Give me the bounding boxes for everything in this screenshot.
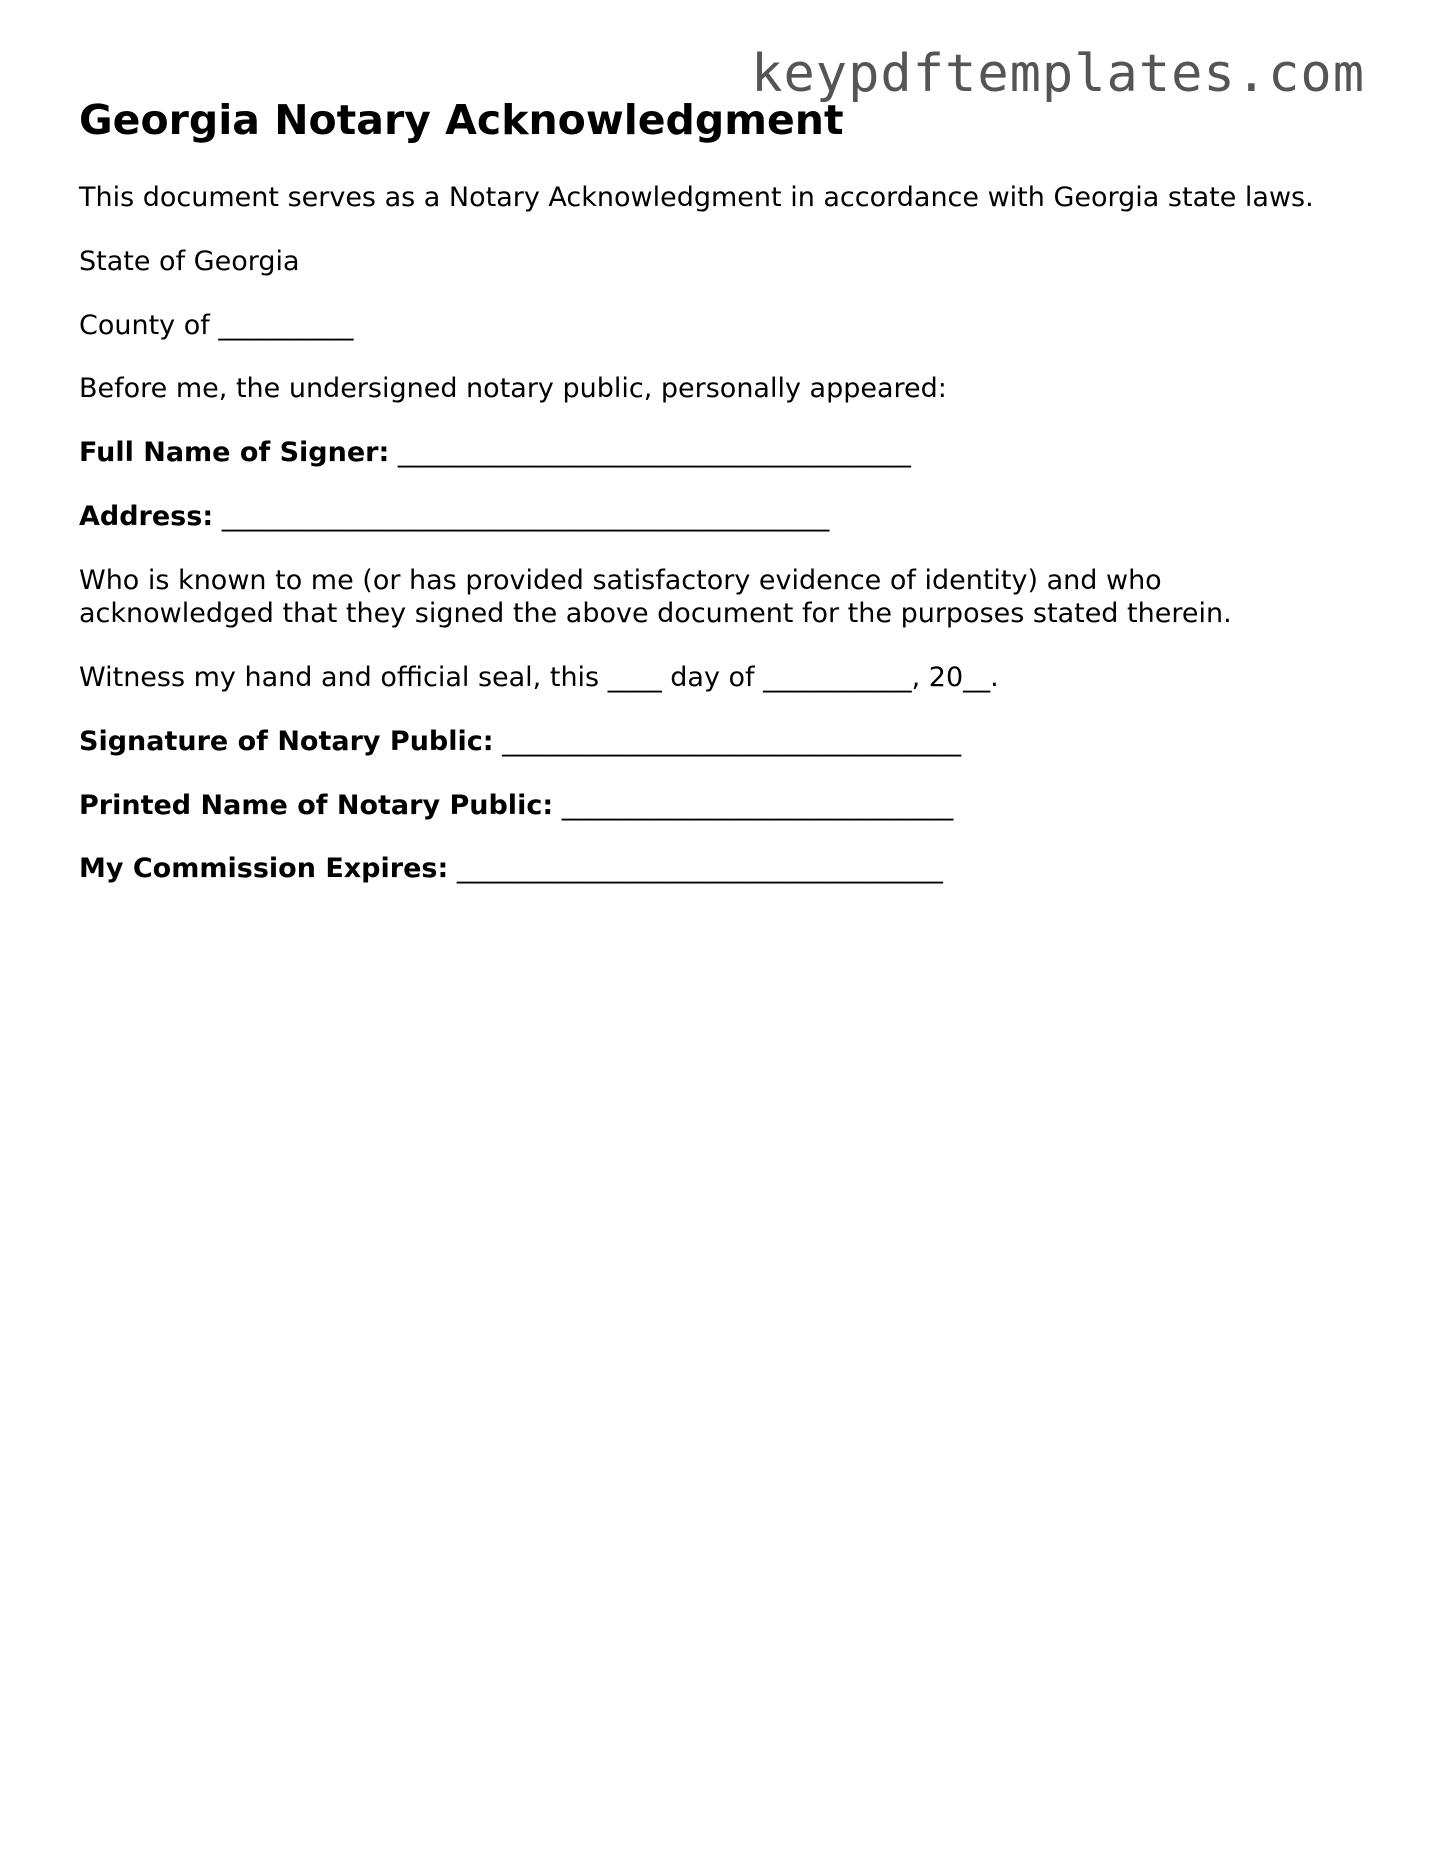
notary-printed-name-label: Printed Name of Notary Public: bbox=[79, 789, 554, 821]
watermark: keypdftemplates.com bbox=[751, 44, 1365, 104]
state-line: State of Georgia bbox=[79, 245, 300, 277]
signer-name-label: Full Name of Signer: bbox=[79, 437, 390, 469]
address-field bbox=[79, 500, 1339, 534]
document-title: Georgia Notary Acknowledgment bbox=[79, 96, 844, 144]
signer-name-field bbox=[79, 436, 1339, 470]
commission-expires-field bbox=[79, 852, 1339, 886]
notary-printed-name-field bbox=[79, 789, 1339, 823]
notary-printed-name-blank: _____________________________ bbox=[561, 789, 954, 821]
notary-signature-field bbox=[79, 725, 1339, 759]
notary-signature-label: Signature of Notary Public: bbox=[79, 725, 494, 757]
county-line: County of __________ bbox=[79, 309, 354, 341]
known-paragraph: Who is known to me (or has provided satisfactory evidence of identity) and who acknowledged that they signed the above document for the purposes stated therein. bbox=[79, 564, 1232, 630]
notary-signature-blank: __________________________________ bbox=[502, 725, 962, 757]
commission-expires-blank: ____________________________________ bbox=[456, 853, 943, 885]
intro-paragraph: This document serves as a Notary Acknowledgment in accordance with Georgia state laws. bbox=[79, 182, 1314, 214]
signer-name-blank: ______________________________________ bbox=[397, 437, 911, 469]
commission-expires-label: My Commission Expires: bbox=[79, 853, 449, 885]
witness-line: Witness my hand and official seal, this ____ day of ___________, 20__. bbox=[79, 662, 999, 694]
appeared-line: Before me, the undersigned notary public, personally appeared: bbox=[79, 373, 947, 405]
document-body bbox=[79, 96, 1339, 916]
address-label: Address: bbox=[79, 500, 214, 532]
address-blank: _____________________________________________ bbox=[221, 500, 830, 532]
